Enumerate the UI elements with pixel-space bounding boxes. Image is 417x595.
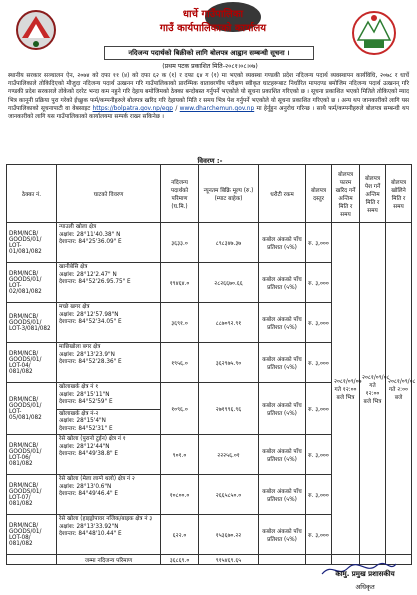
- deposit-cell: कबोल अंकको पाँच प्रतिशत (५%): [259, 263, 306, 303]
- header-deposit: धरौटी रकम: [259, 165, 306, 223]
- egp-link[interactable]: https://bolpatra.gov.np/egp: [92, 105, 174, 112]
- header-submit-deadline: बोलपत्र पेश गर्ने अन्तिम मिति र समय: [360, 165, 386, 223]
- ghat-cell: [57, 263, 161, 303]
- deposit-cell: कबोल अंकको पाँच प्रतिशत (५%): [259, 515, 306, 555]
- ghat-cell: [57, 303, 161, 343]
- signatory-title: अधिकृत: [355, 583, 375, 591]
- deposit-cell: कबोल अंकको पाँच प्रतिशत (५%): [259, 475, 306, 515]
- ghat-lat: अक्षांश: 28°11'40.38" N: [59, 231, 121, 238]
- price-cell: २७१९९६.९६: [199, 383, 259, 435]
- contract-no-cell: DRM/NCB/ GOODS/01/ LOT-04/ 081/082: [7, 343, 57, 383]
- ghat-cell: [57, 515, 161, 555]
- deposit-cell: कबोल अंकको पाँच प्रतिशत (५%): [259, 383, 306, 435]
- fee-cell: रु. ३,०००: [306, 223, 332, 263]
- header-quantity: नदिजन्य पदार्थको परिमाण (घ.मि.): [161, 165, 199, 223]
- ghat-lat: अक्षांश: 28°15'11"N: [59, 391, 110, 398]
- table-row: [7, 223, 412, 263]
- ghat-lon: देशान्तर: 84°49'46.4" E: [59, 491, 118, 497]
- ghat-name: रेसे खोला (मेला लाग्ने थलो) क्षेत्र नं २: [59, 476, 135, 482]
- total-price: ९१५४६९.६५: [199, 555, 259, 565]
- header-fee: बोलपत्र दस्तुर: [306, 165, 332, 223]
- price-cell: २२२५६.०१: [199, 435, 259, 475]
- price-cell: २६६५८५०.०: [199, 475, 259, 515]
- ghat-lat: अक्षांश: 28°13'33.92"N: [59, 523, 119, 530]
- ghat-name: रेसे खोला (पुरानो टुईन) क्षेत्र नं १: [59, 436, 126, 442]
- header-opening: बोलपत्र खोलिने मिति र समय: [386, 165, 412, 223]
- contract-no-cell: DRM/NCB/ GOODS/01/ LOT-02/081/082: [7, 263, 57, 303]
- deposit-cell: कबोल अंकको पाँच प्रतिशत (५%): [259, 343, 306, 383]
- total-quantity: ३६८६९.०: [161, 555, 199, 565]
- ghat-cell: [57, 383, 161, 435]
- contract-no-cell: DRM/NCB/ GOODS/01/ LOT-07/ 081/082: [7, 475, 57, 515]
- fee-cell: रु. ३,०००: [306, 383, 332, 435]
- ghat-lon: देशान्तर: 84°49'38.8" E: [59, 451, 118, 457]
- header-contract-no: ठेक्का नं.: [7, 165, 57, 223]
- price-cell: ८९८३४७.३७: [199, 223, 259, 263]
- ghat-lat: अक्षांश: 28°13'0.6"N: [59, 483, 112, 490]
- contract-no-cell: DRM/NCB/ GOODS/01/ LOT-3/081/082: [7, 303, 57, 343]
- published-date: (प्रथम पटक प्रकाशित मिति-२०८१।०८।०७): [162, 63, 258, 70]
- fee-cell: रु. ३,०००: [306, 475, 332, 515]
- quantity-cell: ३६३३.०: [161, 223, 199, 263]
- quantity-cell: ९०१.०: [161, 435, 199, 475]
- ghat-cell: [57, 475, 161, 515]
- deposit-cell: कबोल अंकको पाँच प्रतिशत (५%): [259, 303, 306, 343]
- municipality-logo-icon: [350, 10, 398, 56]
- price-cell: ८८७०९२.९१: [199, 303, 259, 343]
- ghat-name: रेसे खोला (हाइड्रोपावर नजिक/बाह्रक क्षेत्र नं ३: [59, 516, 153, 522]
- quantity-cell: १०८००.०: [161, 475, 199, 515]
- paragraph-2: सूचना प्रकाशित भएको मितिले तोकिएको म्याद भित्र कानूनी प्रक्रिया पुरा गरेको ईच्छुक फर्म/कम्पनीहरुले बोलपत्र खरिद गरि देहायको मिति र समय भित्र पेश गर्नुपर्ने भएकोले यो सूचना प्रकाशित गरिएको छ । अन्य थप जानकारीको लागि यस गाउँपालिकाको सूचनापाटी वा वेबसाइट: [8, 89, 410, 112]
- price-cell: ३६२९७५.९०: [199, 343, 259, 383]
- ghat-cell: [57, 435, 161, 475]
- ghat-lat: अक्षांश: 28°12'44"N: [59, 443, 110, 450]
- quantity-cell: १९५६.०: [161, 343, 199, 383]
- notice-title: नदिजन्य पदार्थको बिक्रीको लागि बोलपत्र आह्वान सम्बन्धी सूचना ।: [104, 46, 314, 60]
- submit-deadline-cell: २०८१/०९/०८ गते १२:०० बजे भित्र: [360, 223, 386, 555]
- ghat-lat: अक्षांश: 28°12'2.47" N: [59, 271, 117, 278]
- notice-body: स्थानीय सरकार सञ्चालन ऐन, २०७४ को दफा ११ (४) को दफा ६२ क (१) र दफा ६४ ग (१) मा भएको व्यवस्था गण्डकी प्रदेश नदिजन्य पदार्थ व्यवस्थापन कार्यविधि, २०७८ र धार्चे गाउँपालिकाले तोकिदिएको मौजुदा नदिजन्य पदार्थ उत्खनन गरि गाउँपालिकाको प्रारम्भिक वातावरणीय परीक्षण स्वीकृत घाटहरूबाट निर्धारित मापदण्ड बमोजिम नदिजन्य पदार्थ उत्खनन् गरि गण्डकी प्रदेश सरकारले तोकेको दररेट भन्दा कम नहुने गरि देहाय बमोजिमको ठेक्का बन्दोबस्त गर्नुपर्ने भएकोले यो सूचना प्रकाशित गरिएको छ । सूचना प्रकाशित भएको मितिले तोकिएको म्याद भित्र कानूनी प्रक्रिया पुरा गरेको ईच्छुक फर्म/कम्पनीहरुले बोलपत्र खरिद गरि देहायको मिति र समय भित्र पेश गर्नुपर्ने भएकोले यो सूचना प्रकाशित गरिएको छ । अन्य थप जानकारीको लागि यस गाउँपालिकाको सूचनापाटी वा वेबसाइट https://bolpatra.gov.np/egp / www.dharchemun.gov.np मा हेर्नुहुन अनुरोध गरिन्छ । साथै फर्म/कम्पनीहरुले बोलपत्र सम्बन्धी थप जानकारीको लागि यस गाउँपालिकाको कार्यालयमा सम्पर्क राख्न सकिनेछ ।: [8, 73, 410, 121]
- quantity-cell: ३६९१.०: [161, 303, 199, 343]
- ghat-lat: अक्षांश: 28°12'57.98"N: [59, 311, 119, 318]
- price-cell: १५३६७०.२२: [199, 515, 259, 555]
- contract-no-cell: DRM/NCB/ GOODS/01/ LOT-01/081/082: [7, 223, 57, 263]
- ghat-lon: देशान्तर: 84°25'36.09" E: [59, 239, 122, 245]
- quantity-cell: ६२२.०: [161, 515, 199, 555]
- ghat-extra: खोलाखर्क क्षेत्र नं-२: [59, 410, 99, 417]
- org-name: धार्चे गाउँपालिका: [182, 9, 244, 20]
- paragraph-3: मा हेर्नुहुन अनुरोध गरिन्छ । साथै फर्म/कम्पनीहरुले बोलपत्र सम्बन्धी थप जानकारीको लागि यस गाउँपालिकाको कार्यालयमा सम्पर्क राख्न सकिनेछ ।: [8, 105, 410, 121]
- website-link[interactable]: www.dharchemun.gov.np: [179, 105, 255, 112]
- fee-cell: रु. ३,०००: [306, 435, 332, 475]
- nepal-emblem-icon: [12, 8, 60, 52]
- header-min-price: न्यूनतम बिक्रि मूल्य (रु.) (म्याट बाहेक): [199, 165, 259, 223]
- bid-details-table: [6, 164, 416, 565]
- total-label: जम्मा नदिजन्य परिमाण: [57, 555, 161, 565]
- ghat-lon: देशान्तर: 84°52'59" E: [59, 399, 113, 405]
- ghat-lon: देशान्तर: 84°48'10.44" E: [59, 531, 122, 537]
- ghat-name: मच्छे खगर क्षेत्र: [59, 304, 90, 310]
- ghat-name: न्याउली खोला क्षेत्र: [59, 224, 97, 230]
- fee-cell: रु. ३,०००: [306, 343, 332, 383]
- signatory-name: कामु. प्रमुख प्रशासकीय: [335, 570, 395, 578]
- contract-no-cell: DRM/NCB/ GOODS/01/ LOT-08/ 081/082: [7, 515, 57, 555]
- ghat-cell: [57, 223, 161, 263]
- ghat-extra: देशान्तर: 84°52'31" E: [59, 425, 113, 432]
- fee-cell: रु. ३,०००: [306, 303, 332, 343]
- ghat-name: माछिखोला बगर क्षेत्र: [59, 344, 101, 350]
- contract-no-cell: DRM/NCB/ GOODS/01/ LOT-05/081/082: [7, 383, 57, 435]
- price-cell: २८२६६७०.६६: [199, 263, 259, 303]
- deposit-cell: कबोल अंकको पाँच प्रतिशत (५%): [259, 435, 306, 475]
- ghat-name: खोलाखर्क क्षेत्र नं १: [59, 384, 99, 390]
- quantity-cell: १९४६४.०: [161, 263, 199, 303]
- purchase-deadline-cell: २०८१/०९/०७ गते १२:०० बजे भित्र: [332, 223, 360, 555]
- deposit-cell: कबोल अंकको पाँच प्रतिशत (५%): [259, 223, 306, 263]
- quantity-cell: १०९६.०: [161, 383, 199, 435]
- ghat-lon: देशान्तर: 84°52'34.05" E: [59, 319, 122, 325]
- paragraph-1: स्थानीय सरकार सञ्चालन ऐन, २०७४ को दफा ११ (४) को दफा ६२ क (१) र दफा ६४ ग (१) मा भएको व्यवस्था गण्डकी प्रदेश नदिजन्य पदार्थ व्यवस्थापन कार्यविधि, २०७८ र धार्चे गाउँपालिकाले तोकिदिएको मौजुदा नदिजन्य पदार्थ उत्खनन गरि गाउँपालिकाको प्रारम्भिक वातावरणीय परीक्षण स्वीकृत घाटहरूबाट निर्धारित मापदण्ड बमोजिम नदिजन्य पदार्थ उत्खनन् गरि गण्डकी प्रदेश सरकारले तोकेको दररेट भन्दा कम नहुने गरि देहाय बमोजिमको ठेक्का बन्दोबस्त गर्नुपर्ने भएकोले यो सूचना प्रकाशित गरिएको छ ।: [8, 73, 409, 96]
- header-purchase-deadline: बोलपत्र फारम खरिद गर्ने अन्तिम मिति र समय: [332, 165, 360, 223]
- ghat-extra: अक्षांश: 28°15'4"N: [59, 418, 106, 424]
- section-title: विवरण :-: [197, 157, 223, 165]
- contract-no-cell: DRM/NCB/ GOODS/01/ LOT-06/ 081/082: [7, 435, 57, 475]
- org-office: गाउँ कार्यपालिकाको कार्यालय: [159, 23, 267, 34]
- ghat-lon: देशान्तर: 84°52'28.36" E: [59, 359, 122, 365]
- opening-cell: २०८१/०९/०८ गते २:०० बजे: [386, 223, 412, 555]
- ghat-cell: [57, 343, 161, 383]
- ghat-lon: देशान्तर: 84°52'26.95.75" E: [59, 279, 131, 285]
- table-header-row: [7, 165, 412, 223]
- fee-cell: रु. ३,०००: [306, 263, 332, 303]
- fee-cell: रु. ३,०००: [306, 515, 332, 555]
- ghat-name: खानीबेसि क्षेत्र: [59, 264, 88, 270]
- ghat-lat: अक्षांश: 28°13'23.9"N: [59, 351, 115, 358]
- header-ghat: घाटको विवरण: [57, 165, 161, 223]
